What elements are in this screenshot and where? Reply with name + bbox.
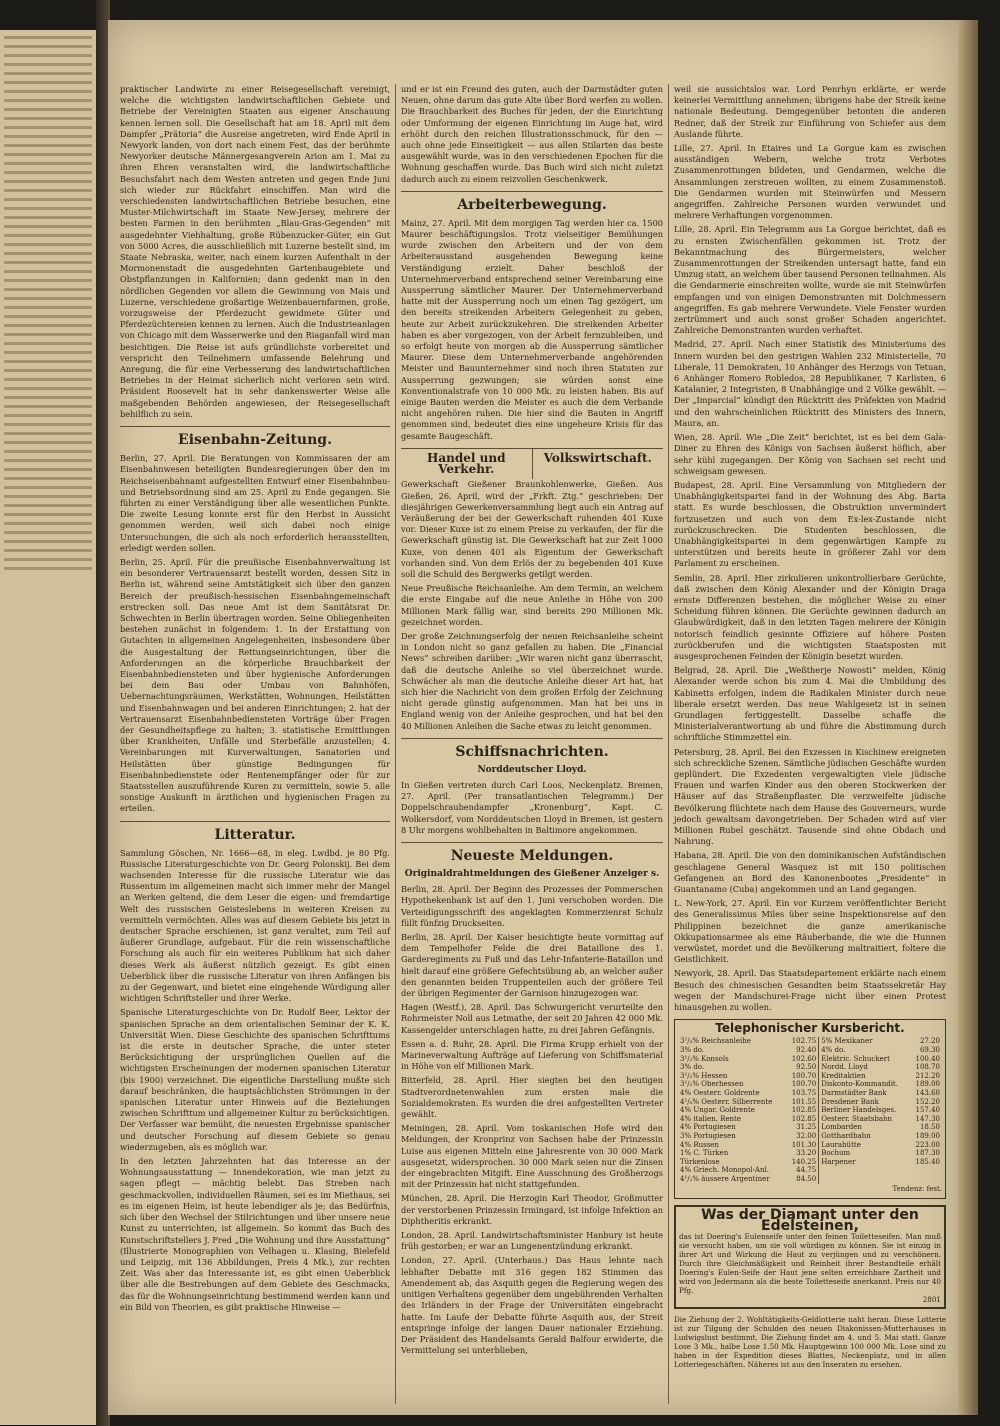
- left-page-edge: [0, 30, 98, 1425]
- stock-name: Lombarden: [819, 1123, 910, 1132]
- stock-name: 3¹/₂% Oberhessen: [680, 1080, 744, 1089]
- news-item: Meiningen, 28. April. Vom toskanischen Hofe wird den Meldungen, der Kronprinz von Sachsen habe der Prinzessin Luise aus eigenen Mitteln eine Jahresrente von 30 000 Mark ausgesetzt, widersprochen. 30 000 Mark seien nur die Zinsen der eingebrachten Mitgift. Eine Ausschnung des Großherzogs mit der Prinzessin hat nicht stattgefunden.: [401, 1123, 663, 1190]
- stock-name: 4¹/₂% äussere Argentiner: [680, 1174, 770, 1183]
- newspaper-page: [108, 20, 958, 1415]
- stock-name: [819, 1166, 910, 1175]
- stock-value: 92.50: [796, 1063, 817, 1072]
- news-item: Bitterfeld, 28. April. Hier siegten bei den heutigen Stadtverordnetenwahlen zum ersten male die Sozialdemokraten. Es wurden die drei aufgestellten Vertreter gewählt.: [401, 1075, 663, 1120]
- literature-continued: und er ist ein Freund des guten, auch der Darmstädter guten Neuen, ohne darum das gute Alte über Bord werfen zu wollen. Die Brauchbarkeit des Buches für jeden, der die Einrichtung oder Umformung der eigenen Einrichtung im Auge hat, wird erhöht durch den reichen Illustrationsschmuck, für den — auch ohne jede Einseitigkeit — aus allen Stilarten das beste ausgewählt wurde, was in den verschiedenen Epochen für die Wohnung geschaffen wurde. Das Buch wird sich nicht zuletzt dadurch auch zu einem reizvollen Geschenkwerk.: [401, 84, 663, 184]
- stock-row: [678, 1115, 942, 1124]
- stock-name: Diskonto-Kommandit.: [819, 1080, 910, 1089]
- stock-value: 100.70: [791, 1080, 817, 1089]
- news-item: Petersburg, 28. April. Bei den Exzessen in Kischinew ereigneten sich schreckliche Szenen. Sämtliche jüdischen Geschäfte wurden geplündert. Die Exzedenten vergewaltigten viele jüdische Frauen und warfen Kinder aus den oberen Stockwerken der Häuser auf das Straßenpflaster. Die verzweifelte jüdische Bevölkerung flüchtete nach dem Hause des Gouverneurs, wurde jedoch gewaltsam davongetrieben. Der Schaden wird auf vier Millionen Rubel geschätzt. Tausende sind ohne Obdach und Nahrung.: [674, 746, 946, 847]
- stock-name: 4% Ungar. Goldrente: [680, 1106, 755, 1115]
- soap-advertisement: [674, 1205, 946, 1309]
- economy-heading: Volkswirtschaft.: [532, 449, 664, 479]
- stock-value: 212.20: [915, 1071, 940, 1080]
- stock-value: 189.00: [915, 1131, 940, 1140]
- stock-value: 108.70: [915, 1063, 940, 1072]
- stock-value: 100.40: [915, 1054, 940, 1063]
- stock-name: 4% italien. Rente: [680, 1114, 742, 1123]
- stock-name: Harpener: [819, 1158, 910, 1167]
- column-2: [401, 84, 663, 1359]
- stock-name: 4¹/₅% Oesterr. Silberrente: [680, 1097, 773, 1106]
- stock-value: 27.20: [919, 1037, 940, 1046]
- stock-name: 4% Oesterr. Goldrente: [680, 1089, 760, 1098]
- news-item: Madrid, 27. April. Nach einer Statistik des Ministeriums des Innern wurden bei den gestrigen Wahlen 232 Ministerielle, 70 Liberale, 11 Demokraten, 10 Anhänger des Herzogs von Tetuan, 6 Anhänger Romero Robledos, 28 Republikaner, 7 Karlisten, 6 Katalanier, 2 Integristen, 8 Unabhängige und 2 Völke gewählt. — Der „Imparcial“ kündigt den Rücktritt des Präfekten von Madrid und den wahrscheinlichen Rücktritt des Ministers des Innern, Maura, an.: [674, 339, 946, 428]
- trade-item: Der große Zeichnungserfolg der neuen Reichsanleihe scheint in London nicht so ganz gefallen zu haben. Die „Financial News“ schreiben darüber: „Wir waren nicht ganz überrascht, daß die deutsche Anleihe so viel überzeichnet wurde. Schwächer als man die deutsche Anleihe dieser Art hat, hat sich hier die Nachricht von dem großen Erfolg der Zeichnung nicht gerade günstig aufgenommen. Man hat bei uns in England wenig von der Anleihe gesprochen, und hat bei den 40 Millionen Anleihen die Sache etwas zu leicht genommen.: [401, 630, 663, 731]
- stock-name: 3¹/₂% Reichsanleihe: [680, 1037, 751, 1046]
- stock-name: 4% Griech. Monopol-Anl.: [680, 1166, 769, 1175]
- stock-value: 100.70: [791, 1071, 817, 1080]
- stock-value: 102.75: [791, 1037, 817, 1046]
- stock-row: [678, 1123, 942, 1132]
- stock-name: Kreditaktien: [819, 1072, 910, 1081]
- stock-value: 223.00: [915, 1140, 940, 1149]
- ad-body: das ist Doering's Eulenseife unter den feinen Toiletteseifen. Man muß sie versucht haben, um sie voll würdigen zu können. Sie ist einzig in ihrer Art und Wirkung die Haut zu verjüngen und zu verschönern. Durch ihre Gleichmäßigkeit und Reinheit ihrer Bestandteile erhält Doering's Eulen-Seife der Haut jene selten erreichbare Zartheit und wird von Jedermann als die beste Toiletteseife anerkannt. Preis nur 40 Pfg.: [679, 1232, 941, 1296]
- literature-heading: Litteratur.: [120, 821, 390, 844]
- stock-row: [678, 1149, 942, 1158]
- stock-report-table: [678, 1037, 942, 1183]
- literature-item: Spanische Literaturgeschichte von Dr. Rudolf Beer, Lektor der spanischen Sprache an dem orientalischen Seminar der K. K. Universität Wien. Diese Geschichte des spanischen Schrifttums ist die erste in deutscher Sprache, die unter steter Berücksichtigung der ursprünglichen Quellen auf die wichtigsten Erscheinungen der modernen spanischen Literatur (bis 1900) verzeichnet. Die eigentliche Darstellung mußte sich darauf beschränken, die hauptsächlichsten Strömungen in der spanischen Literatur unter Hinweis auf die Beziehungen zwischen Schrifttum und allgemeiner Kultur zu berücksichtigen. Der Verfasser war bemüht, die neuesten Ergebnisse spanischer und deutscher Forschung auf diesem Gebiete so genau wiederzugeben, als es möglich war.: [120, 1007, 390, 1152]
- stock-value: 157.40: [915, 1106, 940, 1115]
- stock-name: Nordd. Lloyd: [819, 1063, 910, 1072]
- news-item: Hagen (Westf.), 28. April. Das Schwurgericht verurteilte den Rohrmeister Noll aus Letmathe, der seit 20 Jahren 42 000 Mk. Kassengelder unterschlagen hatte, zu drei Jahren Gefängnis.: [401, 1002, 663, 1035]
- stock-value: 44.75: [796, 1166, 817, 1175]
- stock-row: [678, 1141, 942, 1150]
- railway-heading: Eisenbahn-Zeitung.: [120, 426, 390, 449]
- stock-row: [678, 1158, 942, 1167]
- stock-row: [678, 1037, 942, 1046]
- stock-value: 101.30: [791, 1140, 817, 1149]
- stock-value: 18.50: [919, 1123, 940, 1132]
- stock-row: [678, 1106, 942, 1115]
- stock-name: 5% Mexikaner: [819, 1037, 910, 1046]
- stock-name: Dresdener Bank: [819, 1098, 910, 1107]
- stock-value: 31.25: [796, 1123, 817, 1132]
- stock-row: [678, 1080, 942, 1089]
- column-1: [120, 84, 390, 1316]
- news-item: Essen a. d. Ruhr, 28. April. Die Firma Krupp erhielt von der Marineverwaltung Aufträge auf Lieferung von Schiffsmaterial in Höhe von elf Millionen Mark.: [401, 1038, 663, 1072]
- stock-row: [678, 1063, 942, 1072]
- column-rule: [395, 84, 396, 1404]
- stock-name: Elektric. Schuckert: [819, 1055, 910, 1064]
- stock-name: 3% do.: [680, 1063, 705, 1072]
- trade-item: Gewerkschaft Gießener Braunkohlenwerke, Gießen. Aus Gießen, 26. April, wird der „Frkft. Ztg.“ geschrieben: Der diesjährigen Gewerkenversammlung liegt auch ein Antrag auf Veräußerung der bei der Gewerkschaft ruhenden 401 Kuxe vor. Dieser Kuxe ist zu einem Preise zu verkaufen, der für die Gewerkschaft günstig ist. Die Gewerkschaft hat zur Zeit 1000 Kuxe, von denen 401 als Eigentum der Gewerkschaft vorhanden sind. Von dem Erlös der zu begebenden 401 Kuxe soll die Schuld des Bergwerks getilgt werden.: [401, 479, 663, 579]
- stock-value: 33.20: [796, 1149, 817, 1158]
- trade-economy-heading: [401, 448, 663, 479]
- page-stack-edge: [958, 20, 978, 1415]
- trade-item: Neue Preußische Reichsanleihe. Am dem Termin, an welchem die erste Eingabe auf die neue Anleihe in Höhe von 200 Millionen Mark fällig war, sind bereits 290 Millionen Mk. gezeichnet worden.: [401, 583, 663, 627]
- stock-name: 4% do.: [819, 1046, 910, 1055]
- stock-name: Türkenlose: [680, 1157, 720, 1166]
- stock-value: 140.25: [791, 1157, 817, 1166]
- news-item: Berlin, 28. April. Der Beginn des Prozesses der Pommerschen Hypothekenbank ist auf den 1. Juni verschoben worden. Die Verteidigungsschrift des angeklagten Kommerzienrat Schulz füllt fünfzig Druckseiten.: [401, 884, 663, 928]
- stock-name: [819, 1175, 910, 1184]
- stock-name: Berliner Handelsges.: [819, 1106, 910, 1115]
- stock-row: [678, 1072, 942, 1081]
- news-continued: weil sie aussichtslos war. Lord Penrhyn erklärte, er werde keinerlei Vermittlung annehmen; übrigens habe der Streik keine nationale Bedeutung. Demgegenüber betonten die anderen Redner, daß der Streik zur Einführung von Schiefer aus dem Auslande führte.: [674, 84, 946, 139]
- agri-travel-article: praktischer Landwirte zu einer Reisegesellschaft vereinigt, welche die wichtigsten landwirtschaftlichen Gebiete und Betriebe der Vereinigten Staaten aus eigener Anschauung kennen lernen soll. Die Gesellschaft hat am 18. April mit dem Dampfer „Prätoria“ die Ausreise angetreten, wird Ende April in Newyork landen, von dort nach einem Fest, das der berühmte Newyorker deutsche Männergesangverein Arion am 1. Mai zu ihren Ehren veranstalten wird, die landwirtschaftliche Besuchsfahrt nach dem Westen antreten und gegen Ende Juni sich wieder zur Rückfahrt einschiffen. Man wird die verschiedensten landwirtschaftlichen Betriebe besuchen, eine Muster-Milchwirtschaft im Staate New-Jersey, mehrere der besten Farmen in den berühmten „Blau-Gras-Gegenden“ mit ausgedehnter Viehhaltung, große Rübenzucker-Güter, ein Gut von 5000 Acres, die ausschließlich mit Luzerne bestellt sind, im Staate Nebraska, weiter, nach einem kurzen Aufenthalt in der Mormonenstadt die ausgedehnten Gartenbaugebiete und Obstpflanzungen in Kalifornien; dann gedenkt man in den nördlichen Gegenden vor allem die Gewinnung von Mais und Luzerne, verschiedene großartige Weizenbauernfarmen, große, vorzugsweise der Pferdezucht gewidmete Güter und Pferdezüchtereien kennen zu lernen. Auch die Industrieanlagen von Chicago mit dem Wasserwerke und den Riaganfall wird man besichtigen. Die Reise ist aufs gründlichste vorbereitet und verspricht den Teilnehmern umfassende Belehrung und Anregung, die für eine Verbesserung des landwirtschaftlichen Betriebes in der Heimat sicherlich nicht verloren sein wird. Präsident Roosevelt hat in sehr dankenswerter Weise alle maßgebenden Behörden angewiesen, der Reisegesellschaft behilflich zu sein.: [120, 84, 390, 419]
- stock-row: [678, 1089, 942, 1098]
- stock-value: [910, 1175, 942, 1184]
- stock-row: [678, 1055, 942, 1064]
- stock-value: 102.85: [791, 1106, 817, 1115]
- stock-value: 102.60: [791, 1054, 817, 1063]
- news-item: London, 28. April. Landwirtschaftsminister Hanbury ist heute früh gestorben; er war an Lungenentzündung erkrankt.: [401, 1230, 663, 1252]
- stock-value: 102.85: [791, 1114, 817, 1123]
- stock-name: Laurahütte: [819, 1141, 910, 1150]
- stock-value: 185.40: [915, 1157, 940, 1166]
- column-rule: [668, 84, 669, 1404]
- stock-value: 32.00: [796, 1131, 817, 1140]
- railway-item: Berlin, 27. April. Die Beratungen von Kommissaren der am Eisenbahnwesen beteiligten Bundesregierungen über den im Reichseisenbahnamt aufgestellten Entwurf einer Eisenbahnbau- und Betriebsordnung sind am 25. April zu Ende gegangen. Sie führten zu einer Verständigung über alle wesentlichen Punkte. Die zweite Lesung konnte erst für den Herbst in Aussicht genommen werden, weil sich dabei noch einige Untersuchungen, die sich als noch erforderlich herausstellten, erledigt werden sollen.: [120, 453, 390, 553]
- literature-item: Sammlung Göschen, Nr. 1666—68, in eleg. Lwdbd. je 80 Pfg. Russische Literaturgeschichte von Dr. Georg Polonskij. Bei dem wachsenden Interesse für die russische Literatur wie das Russentum im allgemeinen macht sich immer mehr der Mangel an Werken geltend, die dem Leser die eigen- und fremdartige Welt des russischen Geisteslebens in weiteren Kreisen zu vermitteln vermöchten. Alles was auf diesem Gebiete bis jetzt in deutscher Sprache erschienen, ist ganz veraltet, zum Teil auf äußerer Grundlage, aufgebaut. Für die rein wissenschaftliche Forschung als auch für ein weiteres Publikum hat sich daher dieses Werk als äußerst nützlich gezeigt. Es gibt einen Ueberblick über die russische Literatur von ihren Anfängen bis zu der Gegenwart, und bietet eine eingehende Würdigung aller wichtigen Schriftsteller und ihrer Werke.: [120, 847, 390, 1004]
- stock-name: 3% Portugiesen: [680, 1131, 736, 1140]
- stock-report-title: Telephonischer Kursbericht.: [715, 1021, 905, 1036]
- column-3: [674, 84, 946, 1372]
- stock-name: 4% Portugiesen: [680, 1123, 736, 1132]
- stock-value: 189.00: [915, 1080, 940, 1089]
- stock-report-box: [674, 1019, 946, 1199]
- stock-value: 101.55: [791, 1097, 817, 1106]
- stock-row: [678, 1166, 942, 1175]
- news-item: Lille, 27. April. In Etaires und La Gorgue kam es zwischen ausständigen Webern, welche trotz Verbotes Zusammenrottungen bildeten, und Gendarmen, welche die Ansammlungen zerstreuen wollten, zu einem Zusammenstoß. Die Gendarmen wurden mit Steinwürfen und Messern angegriffen. Zahlreiche Personen wurden verwundet und mehrere Verhaftungen vorgenommen.: [674, 143, 946, 221]
- shipping-heading: Schiffsnachrichten.: [401, 738, 663, 761]
- shipping-subheading: Norddeutscher Lloyd.: [477, 764, 587, 775]
- stock-value: 143.60: [915, 1089, 940, 1098]
- stock-value: [910, 1166, 942, 1175]
- news-item: München, 28. April. Die Herzogin Karl Theodor, Großmutter der verstorbenen Prinzessin Irmingard, ist infolge Infektion an Diphtheritis erkrankt.: [401, 1193, 663, 1226]
- railway-item: Berlin, 25. April. Für die preußische Eisenbahnverwaltung ist ein besonderer Vertrauensarzt bestellt worden, dessen Sitz in Berlin ist, während seine Amtstätigkeit sich über den ganzen Bereich der preußisch-hessischen Eisenbahngemeinschaft erstrecken soll. Das neue Amt ist dem Sanitätsrat Dr. Schwechten in Berlin übertragen worden. Seine Obliegenheiten bestehen zunächst in folgendem: 1. In der Erstattung von Gutachten in allgemeinen Angelegenheiten, insbesondere über die Ausgestaltung der Rettungseinrichtungen, über die Anforderungen an die körperliche Brauchbarkeit der Eisenbahnbediensteten und über hygienische Anforderungen bei dem Bau oder Umbau von Bahnhöfen, Uebernachtungsräumen, Werkstätten, Wohnungen, Heilstätten und Eisenbahnwagen und bei anderen Einrichtungen; 2. hat der Vertrauensarzt Eisenbahnbediensteten Vorträge über Fragen der Gesundheitspflege zu halten; 3. statistische Ermittlungen über Krankheiten, Unfälle und Sterbefälle anzustellen; 4. Vereinbarungen mit Kurverwaltungen, Sanatorien und Heilstätten über günstige Bedingungen für Eisenbahnbedienstete oder Rentenempfänger oder für zur Staatsstellen auszuführende Kuren zu vermitteln, sowie 5. alle sonstige Auskunft in ärztlichen und hygienischen Fragen zu erteilen.: [120, 556, 390, 814]
- stock-row: [678, 1046, 942, 1055]
- literature-item: In den letzten Jahrzehnten hat das Interesse an der Wohnungsausstattung — Innendekoration, wie man jetzt zu sagen pflegt — mächtig belebt. Das Streben nach geschmackvollen, individuellen Räumen, sei es im Miethaus, sei es im eigenen Heim, ist heute lebendiger als je; das Bedürfnis, sich über den Wechsel der Stilrichtungen und über unsere neue Kunst zu unterrichten, ist allgemein. So kommt das Buch des Kunstschriftstellers J. Fred „Die Wohnung und ihre Ausstattung“ (Illustrierte Monographien von Velhagen u. Klasing, Bielefeld und Leipzig, mit 136 Abbildungen, Preis 4 Mk.), zur rechten Zeit. Was aber das Interessante ist, es gibt einen Ueberblick über alle die Bestrebungen auf dem Gebiete des Geschmacks, das für die Wohnungseinrichtung bestimmend werden kann und ein Bild von Theorien, es gibt praktische Hinweise —: [120, 1156, 390, 1312]
- stock-value: 152.20: [915, 1097, 940, 1106]
- trade-heading: Handel und Verkehr.: [427, 450, 506, 477]
- stock-value: 103.75: [791, 1089, 817, 1098]
- stock-name: 3% do.: [680, 1046, 705, 1055]
- stock-value: 187.30: [915, 1149, 940, 1158]
- news-item: Wien, 28. April. Wie „Die Zeit“ berichtet, ist es bei dem Gala-Diner zu Ehren des Königs von Sachsen äußerst höflich, aber sehr kühl zugegangen. Der König von Sachsen sei recht und schweigsam gewesen.: [674, 432, 946, 476]
- stock-name: 3¹/₂% Hessen: [680, 1071, 728, 1080]
- stock-name: Oesterr. Staatsbahn: [819, 1115, 910, 1124]
- news-item: L. New-York, 27. April. Ein vor Kurzem veröffentlichter Bericht des Generalissimus Miles über seine Inspektionsreise auf den Philippinen bezeichnet die ganze amerikanische Okkupationsarmee als eine Räuberbande, die wie die Hunnen verwüstet, mordet und die Bevölkerung maltraitiert, foltere die Geistlichkeit.: [674, 898, 946, 965]
- stock-row: [678, 1175, 942, 1184]
- news-item: Semlin, 28. April. Hier zirkulieren unkontrollierbare Gerüchte, daß zwischen dem König Alexander und der Königin Draga ernste Differenzen bestehen, die möglicher Weise zu einer Scheidung führen können. Die Gerüchte gewinnen dadurch an Glaubwürdigkeit, daß in den letzten Tagen mehrere der Königin notorisch feindlich gesinnte Offiziere auf höhere Posten zurückberufen und die wichtigsten Staatsposten mit ausgesprochenen Feinden der Königin besetzt wurden.: [674, 572, 946, 661]
- stock-value: 147.30: [915, 1114, 940, 1123]
- stock-name: Bochum: [819, 1149, 910, 1158]
- news-item: Belgrad, 28. April. Die „Weßtherje Nowosti“ melden, König Alexander werde schon bis zum 4. Mai die Umbildung des Kabinetts erfolgen, indem die Radikalen Minister durch neue liberale ersetzt werden. Das neue Wahlgesetz ist in seinen Grundlagen fertiggestellt. Dasselbe schaffe die Ministerialverantwortung ab und führe die Abstimmung durch schriftliche Stimmzettel ein.: [674, 665, 946, 743]
- ad-headline: Was der Diamant unter den Edelsteinen,: [701, 1206, 919, 1234]
- stock-name: 3¹/₂% Konsols: [680, 1054, 729, 1063]
- news-item: London, 27. April. (Unterhaus.) Das Haus lehnte nach lebhafter Debatte mit 316 gegen 182 Stimmen das Amendement ab, das Asquith gegen die Regierung wegen des unitigen Verhaltens gegenüber dem ungebührenden Verhalten des Irländers in der Frage der Universitäten eingebracht hatte. Im Laufe der Debatte führte Asquith aus, der Streit entspringe infolge der langen Dauer nationaler Erziehung. Der Präsident des Handelsamts Gerald Balfour erwiderte, die Vermittelung sei unterblieben,: [401, 1255, 663, 1356]
- news-item: Berlin, 28. April. Der Kaiser besichtigte heute vormittag auf dem Tempelhofer Felde die drei Bataillone des 1. Garderegiments zu Fuß und das Lehr-Infanterie-Bataillon und hielt darauf eine größere Gefechtsübung ab, an welcher außer den genannten beiden Truppenteilen auch der größere Teil der übrigen Regimenter der Garnison hinzugezogen war.: [401, 932, 663, 999]
- stock-name: Gotthardbahn: [819, 1132, 910, 1141]
- latest-news-subheading: Originaldrahtmeldungen des Gießener Anzeiger s.: [404, 868, 660, 879]
- stock-name: 1% C. Türken: [680, 1149, 729, 1158]
- labor-item: Mainz, 27. April. Mit dem morgigen Tag werden hier ca. 1500 Maurer beschäftigungslos. Trotz vielseitiger Bemühungen wurde zwischen den Arbeitern und der von dem Arbeiterausstand ausgehenden Bewegung keine Verständigung erzielt. Daher beschloß der Unternehmerverband entsprechend seiner Vereinbarung eine Aussperrung sämtlicher Maurer. Der Unternehmerverband hatte mit der Aussperrung noch um einen Tag gezögert, um den bereits streikenden Arbeitern Gelegenheit zu geben, heute zur Arbeit zurückzukehren. Die streikenden Arbeiter haben es aber vorgezogen, von der Arbeit fernzubleiben, und so erfolgt heute von morgen ab die Aussperrung sämtlicher Maurer. Diese dem Unternehmerverbande angehörenden Meister und Bauunternehmer sind noch ihren Statuten zur Aussperrung gezwungen; sie würden sonst eine Konventionalstrafe von 10 000 Mk. zu leisten haben. Bis auf einige Bauten werden die Meister es auch die dem Verbande nicht angehören ruhen. Die hier sind die Bauten in Angriff genommen sind, bedeutet dies eine ungeheure Krisis für das gesamte Baugeschäft.: [401, 217, 663, 441]
- ad-code: 2801: [922, 1295, 941, 1305]
- stock-value: 69.30: [919, 1046, 940, 1055]
- latest-news-heading: Neueste Meldungen.: [401, 842, 663, 865]
- stock-value: 92.40: [796, 1046, 817, 1055]
- news-item: Budapest, 28. April. Eine Versammlung von Mitgliedern der Unabhängigkeitspartei fand in der Wohnung des Abg. Barta statt. Es wurde beschlossen, die Obstruktion unvermindert fortzusetzen und auch von dem Ex-lex-Zustande nicht zurückzuschrecken. Die Studenten beschlossen, die Unabhängigkeitspartei in dem gegenwärtigen Kampfe zu unterstützen und bereits heute in größerer Zahl vor dem Parlament zu erscheinen.: [674, 479, 946, 569]
- stock-row: [678, 1132, 942, 1141]
- lottery-notice: Die Ziehung der 2. Wohltätigkeits-Geldlotterie naht heran. Diese Lotterie ist zur Tilgung der Schulden des neuen Diakonissen-Mutterhauses in Ludwigslust bestimmt. Die Ziehung findet am 4. und 5. Mai statt. Ganze Lose 3 Mk., halbe Lose 1.50 Mk. Hauptgewinn 100 000 Mk. Lose sind zu haben in der Expedition dieses Blattes, Neckenplatz, und in allen Lotteriegeschäften. Näheres ist aus den Inseraten zu ersehen.: [674, 1315, 946, 1370]
- stock-value: 84.50: [796, 1174, 817, 1183]
- labor-heading: Arbeiterbewegung.: [401, 191, 663, 214]
- news-item: Newyork, 28. April. Das Staatsdepartement erklärte nach einem Besuch des chinesischen Gesandten beim Staatssekretär Hay wegen der Mandschurei-Frage nicht über einen Protest hinausgehen zu wollen.: [674, 968, 946, 1013]
- stock-row: [678, 1098, 942, 1107]
- news-item: Habana, 28. April. Die von den dominikanischen Aufständischen geschlagene General Wasquez ist mit 150 politischen Gefangenen an Bord des Kanonenbootes „Presidente“ in Guantanamo (Cuba) angekommen und an Land gegangen.: [674, 850, 946, 895]
- news-item: Lille, 28. April. Ein Telegramm aus La Gorgue berichtet, daß es zu ernsten Zwischenfällen gekommen ist. Trotz der Bekanntmachung des Bürgermeisters, welcher Zusammenrottungen der Streikenden untersagt hatte, fand ein Umzug statt, an welchem über tausend Personen teilnahmen. Als die Gendarmerie einschreiten wollte, wurde sie mit Steinwürfen empfangen und von einigen Demonstranten mit Dolchmessern angegriffen. Es gab mehrere Verwundete. Viele Fenster wurden zertrümmert und auch sonst großer Schaden angerichtet. Zahlreiche Demonstranten wurden verhaftet.: [674, 224, 946, 336]
- stock-tendency: Tendenz: fest.: [892, 1184, 942, 1193]
- shipping-item: In Gießen vertreten durch Carl Loos, Neckenplatz. Bremen, 27. April. (Per transatlantischen Telegramm.) Der Doppelschraubendampfer „Kronenburg“, Kapt. C. Wolkersdorf, vom Norddeutschen Lloyd in Bremen, ist gestern 8 Uhr morgens wohlbehalten in Baltimore angekommen.: [401, 779, 663, 835]
- stock-name: 4% Russen: [680, 1140, 719, 1149]
- stock-name: Darmstädter Bank: [819, 1089, 910, 1098]
